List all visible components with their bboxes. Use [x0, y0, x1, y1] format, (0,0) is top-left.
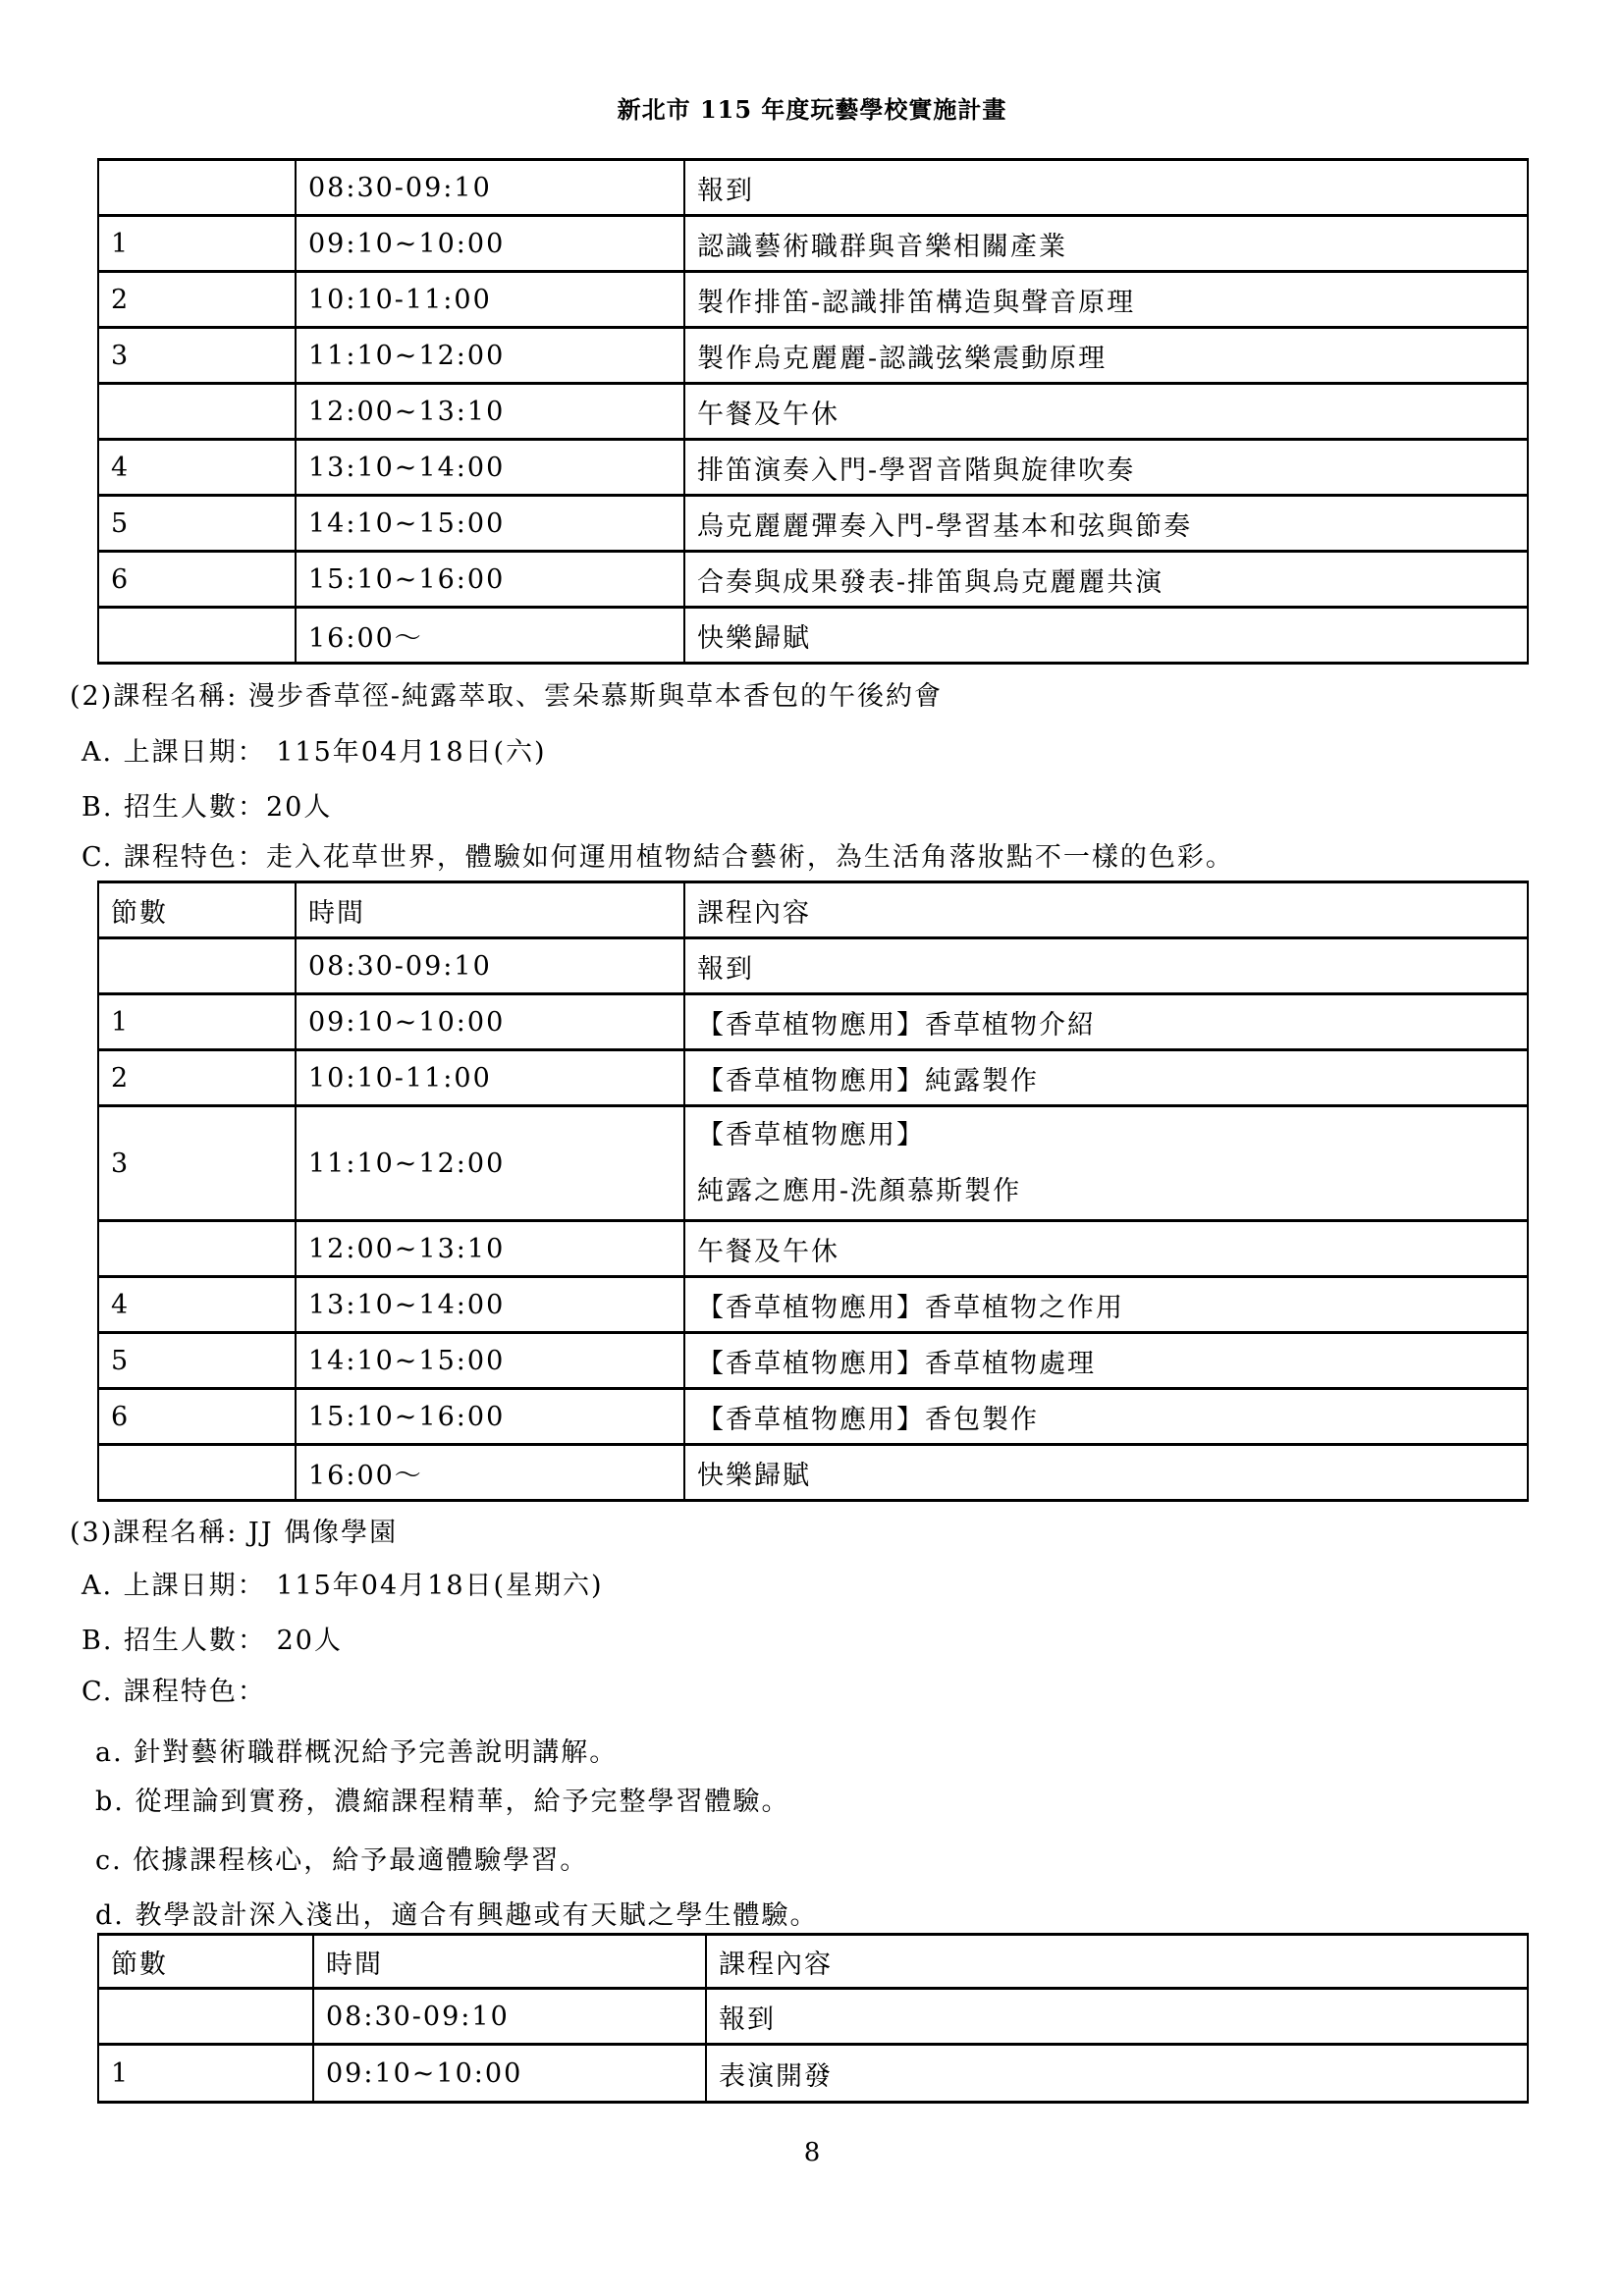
content-cell: 表演開發 [706, 2045, 1528, 2103]
time-cell: 15:10~16:00 [296, 552, 684, 608]
time-cell: 12:00~13:10 [296, 384, 684, 440]
period-cell: 6 [98, 1389, 296, 1445]
content-cell: 【香草植物應用】香草植物處理 [684, 1333, 1528, 1389]
table-row [98, 938, 1528, 994]
table-row [98, 328, 1528, 384]
content-cell: 【香草植物應用】香草植物之作用 [684, 1277, 1528, 1333]
time-cell: 08:30-09:10 [296, 160, 684, 216]
period-header: 節數 [98, 882, 296, 938]
period-cell: 6 [98, 552, 296, 608]
content-cell: 【香草植物應用】香草植物介紹 [684, 994, 1528, 1050]
content-cell: 製作排笛-認識排笛構造與聲音原理 [684, 272, 1528, 328]
time-cell: 15:10~16:00 [296, 1389, 684, 1445]
section-3-date: A. 上課日期： 115年04月18日(星期六) [81, 1571, 604, 1601]
page-number: 8 [803, 2138, 821, 2167]
content-cell: 報到 [706, 1989, 1528, 2045]
period-cell [98, 1989, 313, 2045]
content-cell: 【香草植物應用】純露製作 [684, 1050, 1528, 1106]
time-cell: 08:30-09:10 [296, 938, 684, 994]
time-cell: 14:10~15:00 [296, 496, 684, 552]
time-cell: 13:10~14:00 [296, 1277, 684, 1333]
time-cell: 08:30-09:10 [313, 1989, 706, 2045]
table-row [98, 608, 1528, 664]
period-cell [98, 384, 296, 440]
content-cell: 製作烏克麗麗-認識弦樂震動原理 [684, 328, 1528, 384]
feature-item-c: c. 依據課程核心，給予最適體驗學習。 [95, 1845, 589, 1876]
period-cell: 5 [98, 496, 296, 552]
content-cell [684, 1106, 1528, 1221]
time-cell: 16:00～ [296, 1445, 684, 1501]
content-cell: 【香草植物應用】香包製作 [684, 1389, 1528, 1445]
table-row [98, 384, 1528, 440]
section-2-enrollment: B. 招生人數：20人 [81, 792, 333, 823]
time-cell: 09:10~10:00 [296, 994, 684, 1050]
time-cell: 09:10~10:00 [296, 216, 684, 272]
period-cell [98, 1221, 296, 1277]
period-cell [98, 938, 296, 994]
table-row [98, 1106, 1528, 1221]
period-cell [98, 1445, 296, 1501]
period-cell: 5 [98, 1333, 296, 1389]
time-cell: 10:10-11:00 [296, 1050, 684, 1106]
table-row [98, 1050, 1528, 1106]
table-row [98, 552, 1528, 608]
feature-item-d: d. 教學設計深入淺出，適合有興趣或有天賦之學生體驗。 [95, 1900, 819, 1931]
time-cell: 13:10~14:00 [296, 440, 684, 496]
content-cell: 午餐及午休 [684, 1221, 1528, 1277]
schedule-table-herb [97, 881, 1529, 1502]
table-row [98, 1277, 1528, 1333]
section-3-features-label: C. 課程特色： [81, 1677, 266, 1707]
period-cell: 4 [98, 1277, 296, 1333]
schedule-table-idol [97, 1933, 1529, 2104]
period-cell [98, 160, 296, 216]
content-cell: 報到 [684, 938, 1528, 994]
period-cell [98, 608, 296, 664]
feature-item-b: b. 從理論到實務，濃縮課程精華，給予完整學習體驗。 [95, 1787, 790, 1817]
period-cell: 3 [98, 1106, 296, 1221]
content-cell: 快樂歸賦 [684, 608, 1528, 664]
section-3-heading: (3)課程名稱: JJ 偶像學園 [70, 1518, 399, 1548]
section-3-enrollment: B. 招生人數： 20人 [81, 1626, 343, 1656]
time-cell: 16:00～ [296, 608, 684, 664]
period-cell: 4 [98, 440, 296, 496]
table-row [98, 440, 1528, 496]
table-row [98, 1221, 1528, 1277]
time-cell: 11:10~12:00 [296, 328, 684, 384]
content-cell: 報到 [684, 160, 1528, 216]
content-cell: 排笛演奏入門-學習音階與旋律吹奏 [684, 440, 1528, 496]
period-cell: 2 [98, 272, 296, 328]
content-cell: 認識藝術職群與音樂相關產業 [684, 216, 1528, 272]
table-row [98, 496, 1528, 552]
content-header: 課程內容 [706, 1935, 1528, 1989]
time-cell: 12:00~13:10 [296, 1221, 684, 1277]
period-cell: 3 [98, 328, 296, 384]
section-2-date: A. 上課日期： 115年04月18日(六) [81, 737, 547, 768]
table-row [98, 1389, 1528, 1445]
content-line-1: 【香草植物應用】 [697, 1120, 925, 1150]
schedule-table-music [97, 158, 1529, 665]
period-cell: 1 [98, 994, 296, 1050]
table-row [98, 1333, 1528, 1389]
table-row [98, 1989, 1528, 2045]
table-row [98, 1445, 1528, 1501]
table-row [98, 2045, 1528, 2103]
section-2-features: C. 課程特色：走入花草世界，體驗如何運用植物結合藝術，為生活角落妝點不一樣的色彩。 [81, 842, 1234, 873]
time-cell: 14:10~15:00 [296, 1333, 684, 1389]
feature-item-a: a. 針對藝術職群概況給予完善說明講解。 [95, 1737, 619, 1768]
page-title: 新北市 115 年度玩藝學校實施計畫 [617, 95, 1007, 124]
time-header: 時間 [313, 1935, 706, 1989]
content-cell: 午餐及午休 [684, 384, 1528, 440]
table-row [98, 272, 1528, 328]
time-cell: 11:10~12:00 [296, 1106, 684, 1221]
content-cell: 烏克麗麗彈奏入門-學習基本和弦與節奏 [684, 496, 1528, 552]
period-header: 節數 [98, 1935, 313, 1989]
time-header: 時間 [296, 882, 684, 938]
period-cell: 2 [98, 1050, 296, 1106]
content-line-2: 純露之應用-洗顏慕斯製作 [697, 1176, 1022, 1206]
content-header: 課程內容 [684, 882, 1528, 938]
table-header-row [98, 1935, 1528, 1989]
time-cell: 09:10~10:00 [313, 2045, 706, 2103]
period-cell: 1 [98, 2045, 313, 2103]
table-row [98, 216, 1528, 272]
content-cell: 合奏與成果發表-排笛與烏克麗麗共演 [684, 552, 1528, 608]
section-2-heading: (2)課程名稱: 漫步香草徑-純露萃取、雲朵慕斯與草本香包的午後約會 [70, 681, 944, 712]
period-cell: 1 [98, 216, 296, 272]
table-header-row [98, 882, 1528, 938]
table-row [98, 994, 1528, 1050]
content-cell: 快樂歸賦 [684, 1445, 1528, 1501]
table-row [98, 160, 1528, 216]
time-cell: 10:10-11:00 [296, 272, 684, 328]
